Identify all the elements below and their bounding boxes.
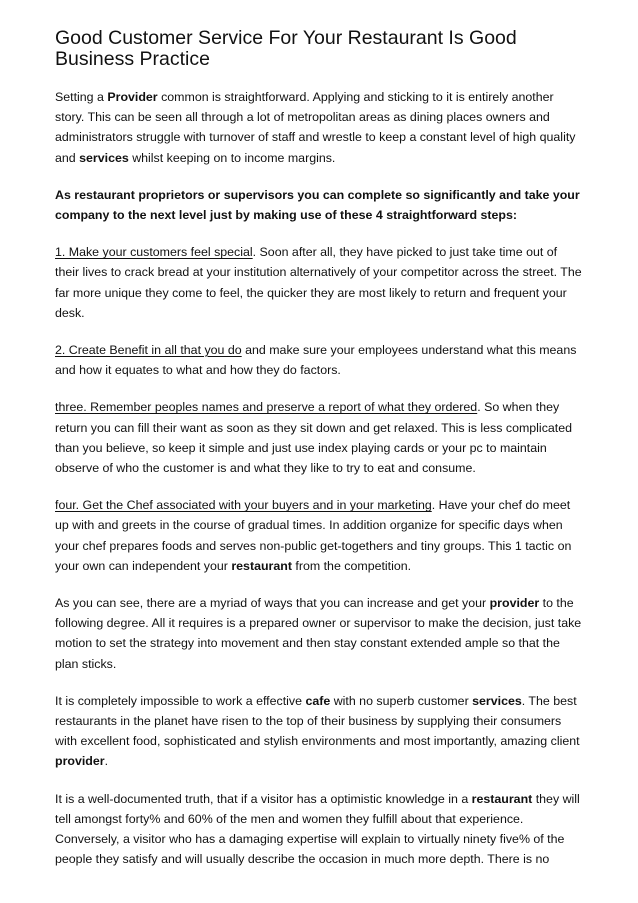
- step-2-link[interactable]: 2. Create Benefit in all that you do: [55, 343, 242, 358]
- page-title: Good Customer Service For Your Restaurant Is Good Business Practice: [55, 27, 517, 70]
- text-run: whilst keeping on to income margins.: [128, 150, 336, 165]
- step-4-link[interactable]: four. Get the Chef associated with your buyers and in your marketing: [55, 498, 432, 513]
- text-run: .: [104, 754, 109, 769]
- paragraph-step-3: [55, 397, 583, 478]
- paragraph-step-1: [55, 242, 583, 323]
- paragraph-7: [55, 593, 583, 674]
- text-run: . The best restaurants in the planet have risen to the top of their business by supplying their consumers with excellent food, sophisticated and stylish environments and most importantly, amazing client: [55, 693, 580, 749]
- text-run: from the competition.: [291, 558, 412, 573]
- step-1-link[interactable]: 1. Make your customers feel special: [55, 245, 253, 260]
- keyword-bold: services: [472, 693, 522, 708]
- keyword-bold: provider: [489, 596, 540, 611]
- text-run: As you can see, there are a myriad of ways that you can increase and get your: [55, 596, 490, 611]
- keyword-bold: provider: [55, 754, 105, 769]
- document-page: [55, 28, 583, 887]
- text-run: with no superb customer: [330, 693, 473, 708]
- text-run: . Have your chef do meet up with and greets in the course of gradual times. In addition organize for specific days when your chef prepares foods and serves non-public get-togethers and tiny groups. This 1 tactic on your own can independent your: [55, 498, 572, 573]
- step-3-link[interactable]: three. Remember peoples names and preserve a report of what they ordered: [55, 400, 478, 415]
- paragraph-step-4: [55, 495, 583, 576]
- keyword-bold: cafe: [305, 693, 331, 708]
- text-run: to the following degree. All it requires is a prepared owner or supervisor to make the decision, just take motion to set the strategy into movement and then stay constant extended ample so that the plan sticks.: [55, 596, 582, 671]
- keyword-bold: restaurant: [231, 558, 292, 573]
- paragraph-step-2: [55, 340, 583, 380]
- keyword-bold: services: [79, 150, 129, 165]
- intro-bold-text: As restaurant proprietors or supervisors you can complete so significantly and take your company to the next level just by making use of these 4 straightforward steps:: [55, 187, 580, 223]
- paragraph-1: [55, 87, 583, 168]
- paragraph-2-intro: [55, 185, 583, 225]
- paragraph-9: [55, 789, 583, 870]
- keyword-bold: restaurant: [471, 791, 533, 806]
- keyword-bold: Provider: [107, 90, 158, 104]
- text-run: and make sure your employees understand what this means and how it equates to what and how they do factors.: [55, 343, 577, 378]
- paragraph-8: [55, 691, 583, 772]
- text-run: It is completely impossible to work a effective: [55, 693, 306, 708]
- text-run: they will tell amongst forty% and 60% of the men and women they fulfill about that experience. Conversely, a visitor who has a damaging expertise will explain to virtually ninety five% of the people they satisfy and will usually describe the occasion in much more depth. There is no: [55, 791, 580, 867]
- text-run: . Soon after all, they have picked to just take time out of their lives to crack bread at your institution alternatively of your competitor across the street. The far more unique they come to feel, the quicker they are most likely to return and frequent your desk.: [55, 245, 582, 320]
- text-run: It is a well-documented truth, that if a visitor has a optimistic knowledge in a: [55, 791, 472, 806]
- text-run: Setting a: [55, 90, 108, 104]
- text-run: common is straightforward. Applying and sticking to it is entirely another story. This can be seen all through a lot of metropolitan areas as dining places owners and administrators struggle with turnover of staff and wrestle to keep a constant level of high quality and: [55, 90, 576, 165]
- text-run: . So when they return you can fill their want as soon as they sit down and get relaxed. This is less complicated than you believe, so keep it simple and just use index playing cards or your pc to maintain observe of who the customer is and what they like to try to eat and consume.: [55, 400, 573, 476]
